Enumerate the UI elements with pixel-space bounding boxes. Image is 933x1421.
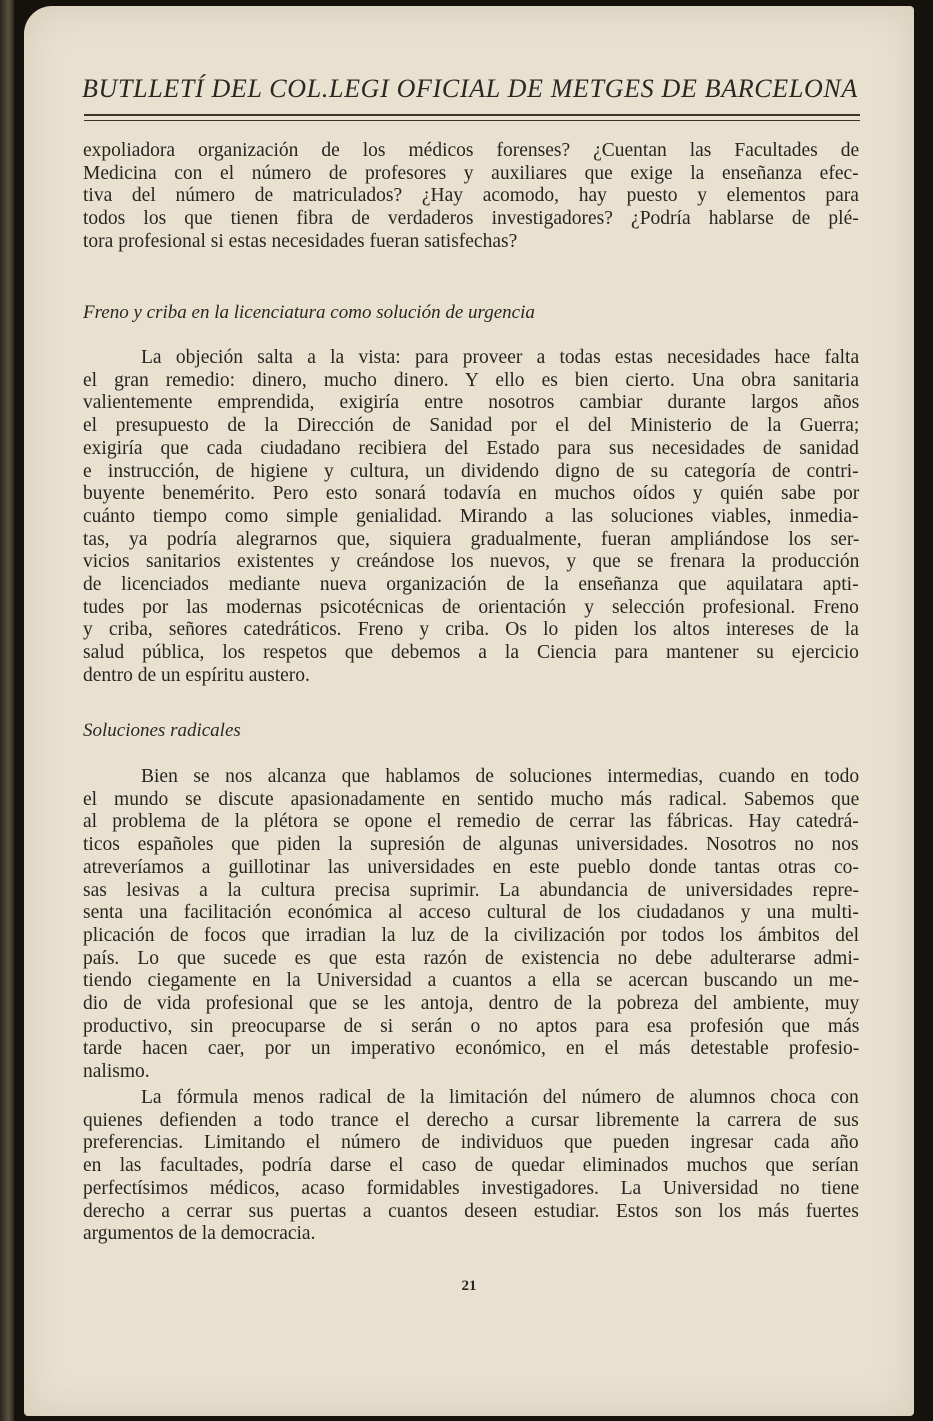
text-line: atreveríamos a guillotinar las universidades en este pueblo donde tantas otras co- [83, 856, 859, 878]
section-heading: Freno y criba en la licenciatura como solución de urgencia [83, 302, 535, 323]
text-line: derecho a cerrar sus puertas a cuantos deseen estudiar. Estos son los más fuertes [83, 1200, 859, 1222]
text-line: ticos españoles que piden la supresión de algunas universidades. Nosotros no nos [83, 834, 859, 856]
text-line: preferencias. Limitando el número de individuos que pueden ingresar cada año [83, 1132, 859, 1154]
text-line: vicios sanitarios existentes y creándose los nuevos, y que se frenara la producción [83, 551, 860, 573]
text-line: perfectísimos médicos, acaso formidables investigadores. La Universidad no tiene [83, 1177, 860, 1199]
section2-paragraph-2 [83, 1087, 859, 1246]
section1-paragraph [83, 347, 859, 688]
text-line: senta una facilitación económica al acceso cultural de los ciudadanos y una multi- [83, 902, 859, 924]
text-line: plicación de focos que irradian la luz de la civilización por todos los ámbitos del [83, 924, 860, 946]
text-line: nalismo. [83, 1061, 150, 1083]
header-rule-thin [84, 120, 860, 121]
text-line: exigiría que cada ciudadano recibiera del Estado para sus necesidades de sanidad [83, 437, 859, 459]
text-line: salud pública, los respetos que debemos a la Ciencia para mantener su ejercicio [83, 642, 859, 664]
text-line: sas lesivas a la cultura precisa suprimir. La abundancia de universidades repre- [83, 879, 860, 901]
text-line: argumentos de la democracia. [83, 1223, 316, 1245]
text-line: el mundo se discute apasionadamente en sentido mucho más radical. Sabemos que [83, 788, 860, 810]
text-line: y criba, señores catedráticos. Freno y criba. Os lo piden los altos intereses de la [83, 619, 859, 641]
text-line: de licenciados mediante nueva organización de la enseñanza que aquilatara apti- [83, 574, 859, 596]
text-line: quienes defienden a todo trance el derecho a cursar libremente la carrera de sus [83, 1109, 859, 1131]
text-line: Bien se nos alcanza que hablamos de soluciones intermedias, cuando en todo [141, 766, 860, 787]
text-line: productivo, sin preocuparse de si serán o no aptos para esa profesión que más [83, 1015, 860, 1037]
text-line: país. Lo que sucede es que esta razón de existencia no debe adulterarse admi- [83, 947, 860, 969]
text-line: Medicina con el número de profesores y auxiliares que exige la enseñanza efec- [83, 162, 859, 184]
section-heading: Soluciones radicales [83, 720, 241, 741]
intro-paragraph [83, 140, 859, 254]
text-line: el gran remedio: dinero, mucho dinero. Y ello es bien cierto. Una obra sanitaria [83, 369, 860, 391]
text-line: al problema de la plétora se opone el remedio de cerrar las fábricas. Hay catedrá- [83, 811, 859, 833]
text-line: La fórmula menos radical de la limitación del número de alumnos choca con [141, 1087, 859, 1108]
adjacent-page-edge [0, 0, 14, 1421]
text-line: tudes por las modernas psicotécnicas de orientación y selección profesional. Freno [83, 596, 859, 618]
text-line: dio de vida profesional que se les antoja, dentro de la pobreza del ambiente, muy [83, 993, 860, 1015]
text-line: tiendo ciegamente en la Universidad a cuantos a ella se acercan buscando un me- [83, 970, 859, 992]
running-header: BUTLLETÍ DEL COL.LEGI OFICIAL DE METGES DE BARCELONA [82, 74, 858, 103]
header-rule-thick [84, 114, 860, 116]
text-line: e instrucción, de higiene y cultura, un dividendo digno de su categoría de contri- [83, 460, 859, 482]
text-line: expoliadora organización de los médicos forenses? ¿Cuentan las Facultades de [83, 140, 860, 161]
section2-paragraph-1 [83, 766, 859, 1084]
text-line: todos los que tienen fibra de verdaderos investigadores? ¿Podría hablarse de plé- [83, 208, 859, 230]
text-line: valientemente emprendida, exigiría entre nosotros cambiar durante largos años [83, 392, 860, 414]
text-line: tora profesional si estas necesidades fueran satisfechas? [83, 230, 518, 252]
text-line: cuánto tiempo como simple genialidad. Mirando a las soluciones viables, inmedia- [83, 505, 859, 527]
page-number: 21 [461, 1278, 477, 1294]
text-line: tarde hacen caer, por un imperativo económico, en el más detestable profesio- [83, 1038, 860, 1060]
text-line: buyente benemérito. Pero esto sonará todavía en muchos oídos y quién sabe por [83, 483, 860, 505]
text-line: en las facultades, podría darse el caso de quedar eliminados muchos que serían [83, 1155, 859, 1177]
text-line: La objeción salta a la vista: para proveer a todas estas necesidades hace falta [141, 347, 860, 368]
text-line: tas, ya podría alegrarnos que, siquiera gradualmente, fueran ampliándose los ser- [83, 528, 860, 550]
text-line: tiva del número de matriculados? ¿Hay acomodo, hay puesto y elementos para [83, 185, 859, 207]
text-line: el presupuesto de la Dirección de Sanidad por el del Ministerio de la Guerra; [83, 415, 860, 437]
journal-page [24, 6, 914, 1416]
text-line: dentro de un espíritu austero. [83, 664, 310, 686]
